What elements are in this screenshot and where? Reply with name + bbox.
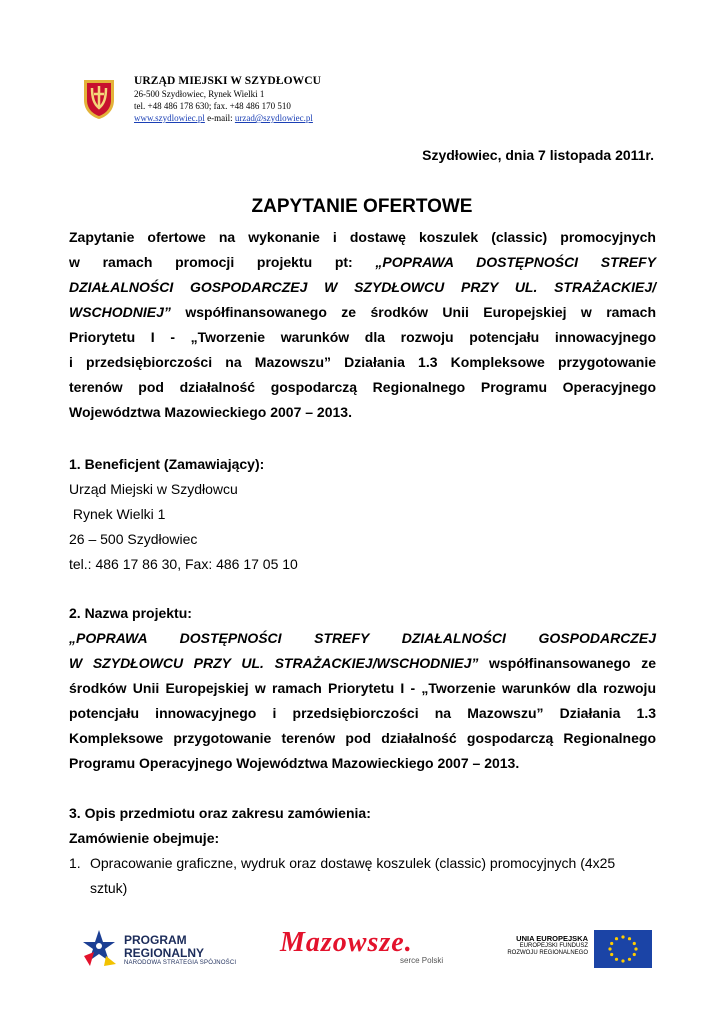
footer-logos: [80, 924, 650, 974]
office-name: URZĄD MIEJSKI W SZYDŁOWCU: [134, 75, 322, 87]
section-heading: 2. Nazwa projektu:: [69, 605, 192, 621]
beneficiary-line: Urząd Miejski w Szydłowcu: [69, 481, 238, 497]
project-line: W SZYDŁOWCU PRZY UL. STRAŻACKIEJ/WSCHODNIEJ” współfinansowanego ze: [69, 655, 656, 671]
order-list-item: [69, 851, 656, 901]
project-line: „POPRAWA DOSTĘPNOŚCI STREFY DZIAŁALNOŚCI GOSPODARCZEJ: [69, 630, 656, 646]
intro-line: WSCHODNIEJ” współfinansowanego ze środków Unii Europejskiej w ramach: [69, 304, 657, 320]
eu-flag-icon: [594, 930, 652, 968]
office-address: 26-500 Szydłowiec, Rynek Wielki 1: [134, 89, 265, 99]
beneficiary-line: Rynek Wielki 1: [69, 506, 166, 522]
program-regionalny-logo: [80, 924, 260, 972]
email-link[interactable]: urzad@szydlowiec.pl: [234, 113, 313, 123]
eu-text: [484, 934, 588, 957]
project-line: Programu Operacyjnego Województwa Mazowieckiego 2007 – 2013.: [69, 755, 520, 771]
section-heading: 1. Beneficjent (Zamawiający):: [69, 456, 265, 472]
beneficiary-line: tel.: 486 17 86 30, Fax: 486 17 05 10: [69, 556, 298, 572]
eu-line: UNIA EUROPEJSKA: [516, 934, 588, 943]
list-item-text: Opracowanie graficzne, wydruk oraz dostawę koszulek (classic) promocyjnych (4x25: [90, 855, 616, 871]
intro-paragraph: [69, 225, 656, 425]
mazowsze-tagline: serce Polski: [400, 956, 444, 965]
eu-line: ROZWOJU REGIONALNEGO: [507, 950, 588, 956]
intro-line: terenów pod działalność gospodarczą Regionalnego Programu Operacyjnego: [69, 379, 656, 395]
intro-line: Priorytetu I - „Tworzenie warunków dla rozwoju potencjału innowacyjnego: [69, 329, 656, 345]
office-phones: tel. +48 486 178 630; fax. +48 486 170 510: [134, 101, 291, 111]
section-heading: 3. Opis przedmiotu oraz zakresu zamówienia:: [69, 805, 371, 821]
list-number: 1.: [69, 855, 81, 871]
intro-line: w ramach promocji projektu pt: „POPRAWA DOSTĘPNOŚCI STREFY: [69, 254, 656, 270]
beneficiary-line: 26 – 500 Szydłowiec: [69, 531, 198, 547]
email-label: e-mail:: [207, 113, 233, 123]
project-line: Kompleksowe przygotowanie terenów pod działalność gospodarczą Regionalnego: [69, 730, 656, 746]
program-line: PROGRAM: [124, 933, 187, 947]
section-order-scope: [69, 801, 656, 901]
program-line: REGIONALNY: [124, 946, 205, 960]
coat-of-arms-icon: [82, 78, 116, 120]
mazowsze-logo: [280, 928, 443, 965]
letterhead: [82, 74, 382, 130]
program-line: NARODOWA STRATEGIA SPÓJNOŚCI: [124, 960, 237, 966]
intro-line: DZIAŁALNOŚCI GOSPODARCZEJ W SZYDŁOWCU PRZY UL. STRAŻACKIEJ/: [69, 279, 656, 295]
intro-line: i przedsiębiorczości na Mazowszu” Działania 1.3 Kompleksowe przygotowanie: [69, 354, 656, 370]
program-star-icon: [80, 926, 118, 970]
intro-line: Województwa Mazowieckiego 2007 – 2013.: [69, 404, 352, 420]
intro-line: Zapytanie ofertowe na wykonanie i dostawę koszulek (classic) promocyjnych: [69, 229, 656, 245]
website-link[interactable]: www.szydlowiec.pl: [134, 113, 205, 123]
project-line: potencjału innowacyjnego i przedsiębiorczości na Mazowszu” Działania 1.3: [69, 705, 656, 721]
project-line: środków Unii Europejskiej w ramach Priorytetu I - „Tworzenie warunków dla rozwoju: [69, 680, 656, 696]
eu-line: EUROPEJSKI FUNDUSZ: [519, 943, 588, 949]
document-title: ZAPYTANIE OFERTOWE: [251, 196, 473, 217]
section-subheading: Zamówienie obejmuje:: [69, 830, 220, 846]
document-date: Szydłowiec, dnia 7 listopada 2011r.: [422, 147, 654, 163]
list-item-text: sztuk): [90, 880, 128, 896]
section-project-name: [69, 601, 656, 776]
section-beneficiary: [69, 452, 656, 577]
mazowsze-wordmark: Mazowsze.: [280, 927, 413, 958]
